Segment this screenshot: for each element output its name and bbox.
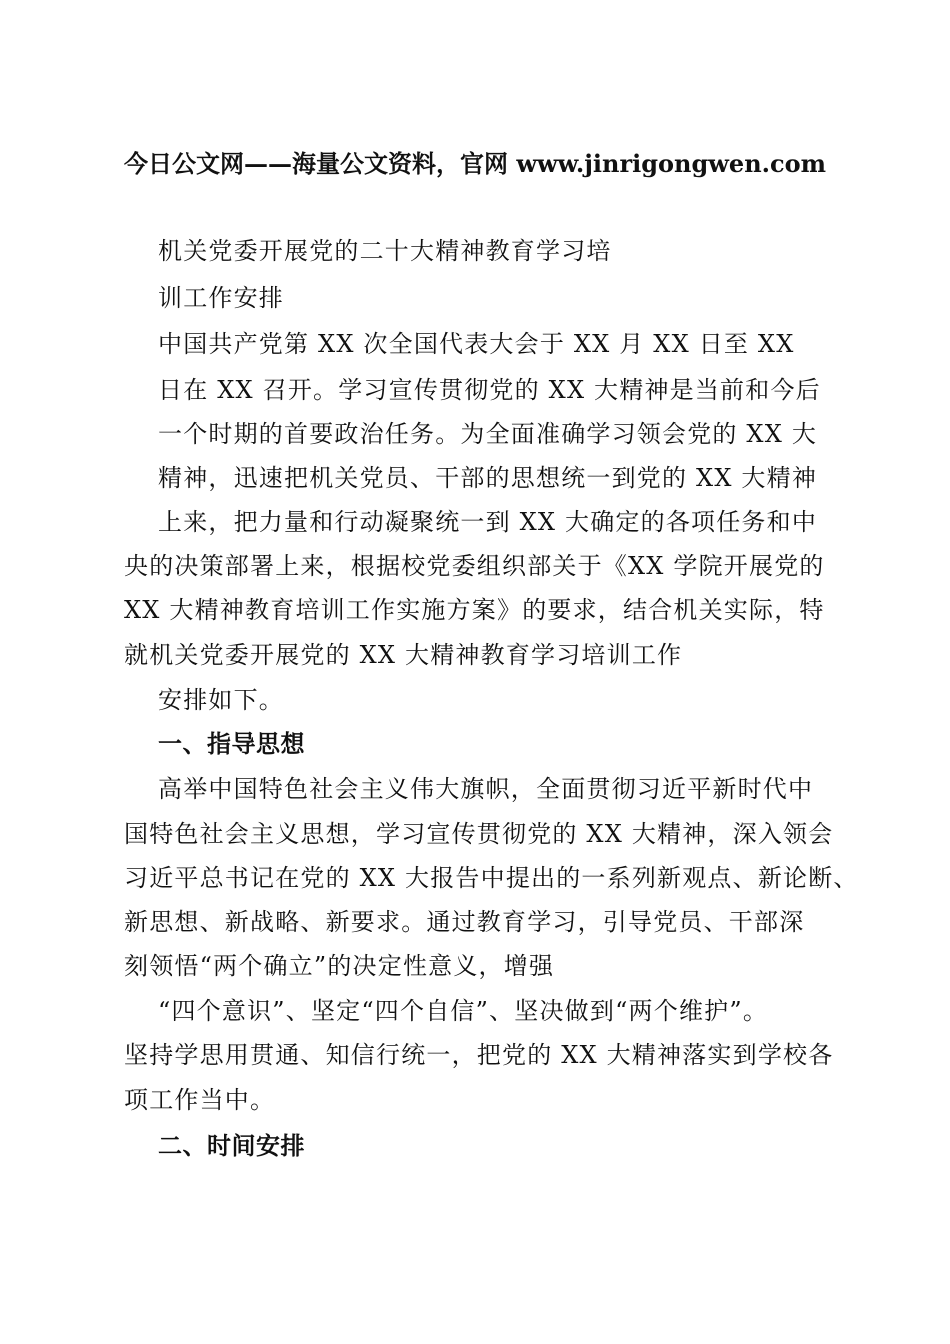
- intro-line-9: 安排如下。: [158, 686, 284, 714]
- intro-line-1: 中国共产党第 XX 次全国代表大会于 XX 月 XX 日至 XX: [158, 330, 795, 358]
- section1-line-8: 项工作当中。: [124, 1086, 276, 1114]
- document-title-line-2: 训工作安排: [158, 284, 284, 312]
- intro-line-8: 就机关党委开展党的 XX 大精神教育学习培训工作: [124, 641, 683, 669]
- section-heading-schedule: 二、时间安排: [158, 1132, 305, 1160]
- intro-line-4: 精神，迅速把机关党员、干部的思想统一到党的 XX 大精神: [158, 464, 818, 492]
- section1-line-2: 国特色社会主义思想，学习宣传贯彻党的 XX 大精神，深入领会: [124, 820, 834, 848]
- intro-line-3: 一个时期的首要政治任务。为全面准确学习领会党的 XX 大: [158, 420, 818, 448]
- document-title-line-1: 机关党委开展党的二十大精神教育学习培: [158, 237, 612, 265]
- section1-line-6: “四个意识”、坚定“四个自信”、坚决做到“两个维护”。: [158, 997, 769, 1025]
- intro-line-7: XX 大精神教育培训工作实施方案》的要求，结合机关实际，特: [124, 596, 825, 624]
- intro-line-5: 上来，把力量和行动凝聚统一到 XX 大确定的各项任务和中: [158, 508, 818, 536]
- intro-line-6: 央的决策部署上来，根据校党委组织部关于《XX 学院开展党的: [124, 552, 825, 580]
- section1-line-3: 习近平总书记在党的 XX 大报告中提出的一系列新观点、新论断、: [124, 864, 859, 892]
- section1-line-7: 坚持学思用贯通、知信行统一，把党的 XX 大精神落实到学校各: [124, 1041, 834, 1069]
- section-heading-guiding-ideology: 一、指导思想: [158, 730, 305, 758]
- intro-line-2: 日在 XX 召开。学习宣传贯彻党的 XX 大精神是当前和今后: [158, 376, 821, 404]
- section1-line-4: 新思想、新战略、新要求。通过教育学习，引导党员、干部深: [124, 908, 805, 936]
- section1-line-5: 刻领悟“两个确立”的决定性意义，增强: [124, 952, 555, 980]
- site-header: 今日公文网——海量公文资料，官网 www.jinrigongwen.com: [123, 149, 827, 178]
- section1-line-1: 高举中国特色社会主义伟大旗帜，全面贯彻习近平新时代中: [158, 775, 814, 803]
